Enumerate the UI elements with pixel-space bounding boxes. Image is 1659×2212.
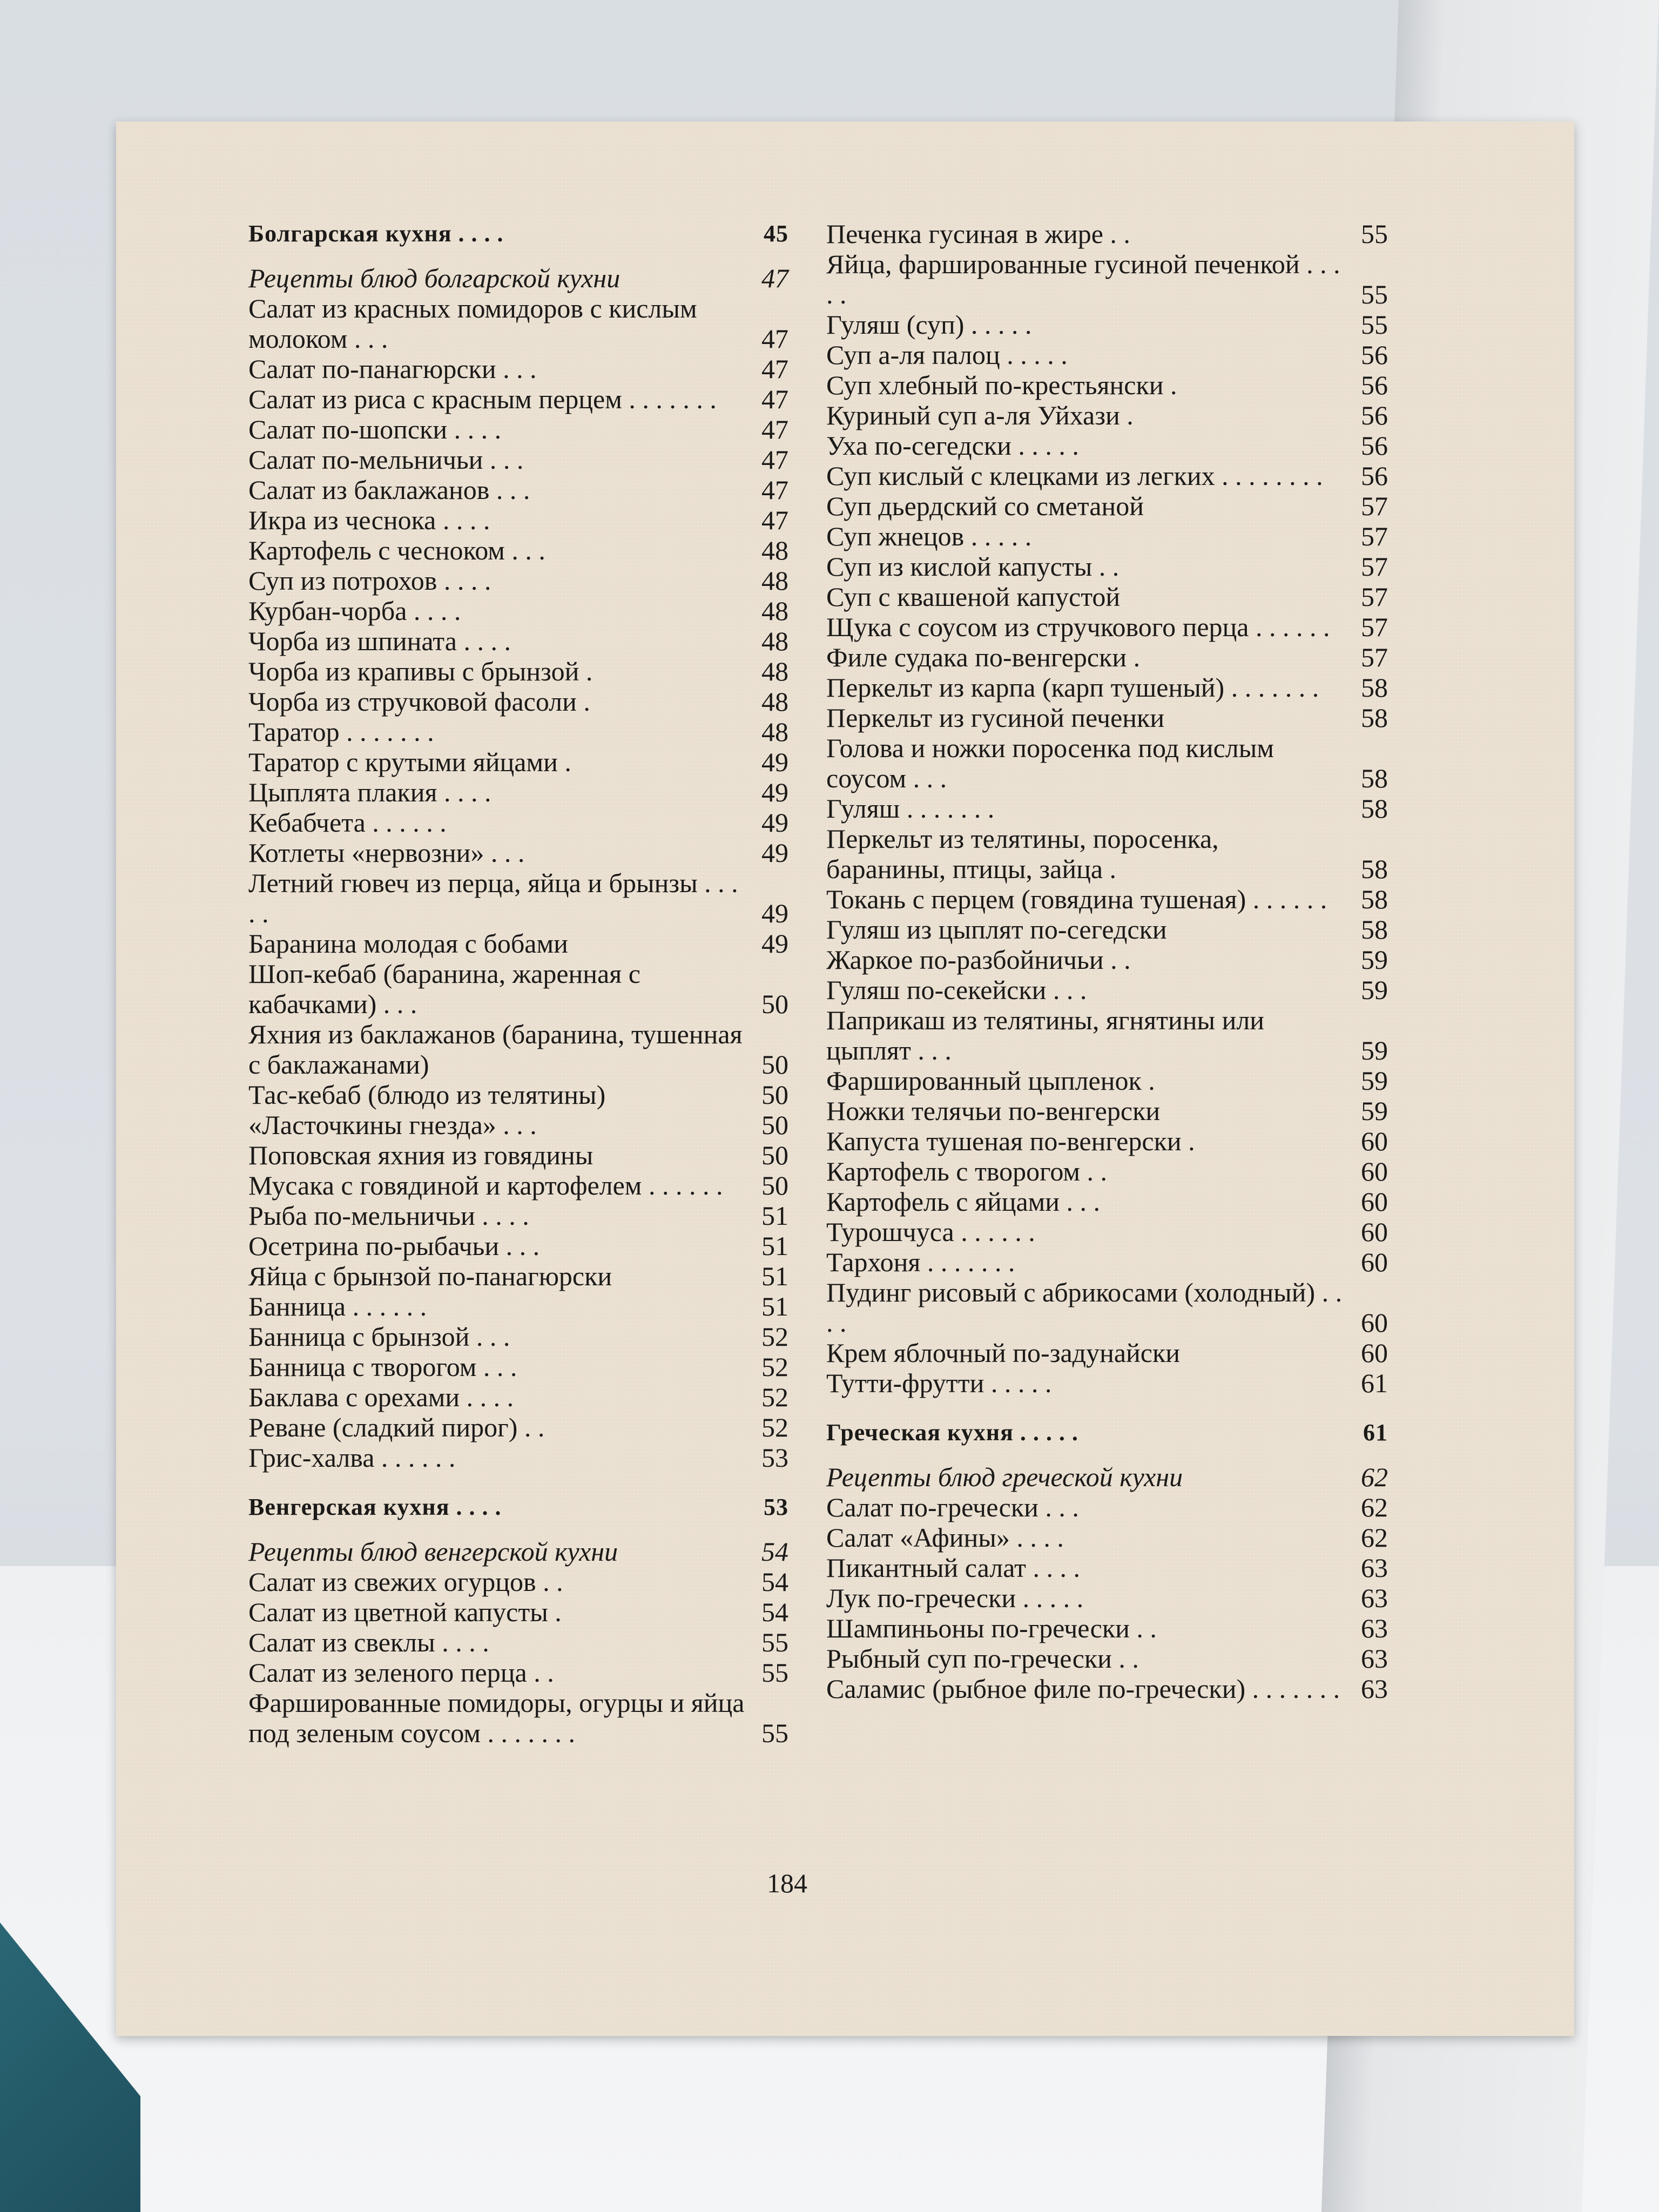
toc-entry-title: Гуляш (суп) . . . . . [826,309,1032,340]
toc-entry-title: Фаршированный цыпленок . [826,1065,1155,1096]
toc-entry [826,672,1388,703]
toc-entry-page: 48 [761,626,788,656]
toc-section-heading [248,219,788,249]
toc-entry-title: Суп из потрохов . . . . [248,565,491,596]
toc-entry-title: Паприкаш из телятины, ягнятины или цыплят . . . [826,1005,1265,1065]
toc-entry-title: Салат из риса с красным перцем . . . . . . . [248,384,717,414]
toc-entry-page: 51 [761,1291,788,1321]
toc-entry-title: Суп жнецов . . . . . [826,521,1032,551]
toc-entry-title: Печенка гусиная в жире . . [826,219,1130,249]
toc-entry-title: Саламис (рыбное филе по-гречески) . . . . . . . [826,1674,1340,1704]
toc-entry [248,293,788,354]
toc-entry-page: 58 [1361,703,1388,733]
toc-entry-page: 63 [1361,1613,1388,1643]
toc-entry-title: Осетрина по-рыбачьи . . . [248,1231,540,1261]
toc-entry-page: 58 [1361,914,1388,945]
toc-entry [826,1643,1388,1674]
toc-entry-title: Рецепты блюд греческой кухни [826,1462,1183,1492]
toc-entry-title: Суп с квашеной капустой [826,582,1121,612]
toc-entry-page: 57 [1361,551,1388,582]
toc-entry-page: 51 [761,1231,788,1261]
toc-entry [826,703,1388,733]
toc-entry-title: Банница с брынзой . . . [248,1321,510,1352]
toc-entry [248,747,788,777]
toc-entry [248,1170,788,1201]
toc-entry [248,1080,788,1110]
toc-entry [248,384,788,414]
toc-entry [826,1217,1388,1247]
toc-entry-page: 58 [1361,763,1388,793]
toc-entry-title: Салат по-мельничьи . . . [248,444,524,475]
toc-entry-page: 63 [1361,1643,1388,1674]
toc-entry-page: 59 [1361,1035,1388,1065]
toc-entry-page: 52 [761,1321,788,1352]
toc-subsection-heading [248,1536,788,1567]
toc-entry [248,626,788,656]
toc-entry [248,354,788,384]
toc-entry-title: Гуляш из цыплят по-сегедски [826,914,1167,945]
toc-entry-page: 54 [761,1597,788,1627]
toc-entry-title: Таратор . . . . . . . [248,717,434,747]
toc-entry [826,642,1388,672]
toc-entry-title: Мусака с говядиной и картофелем . . . . . . [248,1170,723,1201]
toc-entry [248,1442,788,1473]
toc-entry [826,733,1388,793]
toc-entry-title: Салат из красных помидоров с кислым молоком . . . [248,293,697,354]
toc-entry [826,461,1388,491]
toc-entry-title: Гуляш по-секейски . . . [826,975,1087,1005]
toc-entry-page: 55 [1361,279,1388,309]
toc-entry-page: 59 [1361,945,1388,975]
toc-entry [826,1553,1388,1583]
toc-entry-page: 61 [1363,1419,1388,1446]
toc-entry-page: 62 [1361,1492,1388,1522]
toc-entry [248,1352,788,1382]
toc-entry-page: 50 [761,1049,788,1080]
toc-entry-title: Фаршированные помидоры, огурцы и яйца под зеленым соусом . . . . . . . [248,1688,745,1748]
toc-entry-page: 61 [1361,1368,1388,1398]
toc-entry [248,1688,788,1748]
toc-entry-title: Перкельт из карпа (карп тушеный) . . . . . . . [826,672,1319,703]
toc-entry-page: 58 [1361,854,1388,884]
toc-entry-title: Уха по-сегедски . . . . . [826,430,1079,461]
toc-entry-title: Шоп-кебаб (баранина, жаренная с кабачками) . . . [248,959,640,1019]
toc-entry [248,565,788,596]
toc-entry-title: Чорба из стручковой фасоли . [248,686,590,717]
toc-entry [826,430,1388,461]
toc-entry-title: Реване (сладкий пирог) . . [248,1412,545,1442]
toc-entry [248,444,788,475]
toc-entry-page: 50 [761,1170,788,1201]
page-number: 184 [767,1868,807,1898]
toc-entry-page: 59 [1361,1096,1388,1126]
toc-entry [826,612,1388,642]
toc-entry-title: Тархоня . . . . . . . [826,1247,1015,1277]
toc-entry [248,1261,788,1291]
toc-entry-page: 50 [761,1110,788,1140]
toc-entry-title: Болгарская кухня . . . . [248,220,504,247]
toc-entry [248,1201,788,1231]
toc-entry-title: Салат из свеклы . . . . [248,1627,489,1657]
toc-entry-title: Салат «Афины» . . . . [826,1522,1064,1553]
toc-entry-page: 50 [761,1080,788,1110]
toc-entry [826,551,1388,582]
toc-entry-title: Лук по-гречески . . . . . [826,1583,1084,1613]
toc-section-heading [248,1492,788,1522]
toc-entry [826,370,1388,400]
toc-entry-page: 60 [1361,1126,1388,1156]
toc-entry [248,1231,788,1261]
toc-entry-page: 58 [1361,793,1388,824]
toc-entry [248,414,788,444]
toc-entry-title: Котлеты «нервозни» . . . [248,838,525,868]
toc-entry-title: Филе судака по-венгерски . [826,642,1141,672]
toc-entry-page: 48 [761,656,788,686]
toc-entry [248,1597,788,1627]
toc-entry-page: 48 [761,686,788,717]
toc-entry-title: Летний гювеч из перца, яйца и брынзы . . . . . [248,868,738,928]
toc-entry-title: Гуляш . . . . . . . [826,793,995,824]
toc-entry-title: Токань с перцем (говядина тушеная) . . . . . . [826,884,1327,914]
toc-entry-page: 48 [761,565,788,596]
toc-entry-page: 57 [1361,642,1388,672]
toc-entry-title: Чорба из шпината . . . . [248,626,511,656]
toc-entry [248,1627,788,1657]
toc-entry-title: Салат из цветной капусты . [248,1597,562,1627]
toc-entry-title: Салат из баклажанов . . . [248,475,530,505]
toc-entry-page: 47 [761,505,788,535]
toc-entry [826,1186,1388,1217]
toc-entry-title: Жаркое по-разбойничьи . . [826,945,1131,975]
toc-entry-title: Перкельт из гусиной печенки [826,703,1165,733]
toc-entry [826,1583,1388,1613]
toc-entry-page: 52 [761,1382,788,1412]
toc-entry-page: 52 [761,1412,788,1442]
toc-entry [826,1096,1388,1126]
toc-entry [248,777,788,807]
toc-entry-title: Яхния из баклажанов (баранина, тушенная с баклажанами) [248,1019,743,1080]
toc-entry-page: 49 [761,777,788,807]
toc-entry [826,1613,1388,1643]
toc-entry-title: Голова и ножки поросенка под кислым соусом . . . [826,733,1274,793]
toc-entry-page: 49 [761,807,788,838]
toc-entry-title: Салат по-панагюрски . . . [248,354,537,384]
toc-entry-title: Капуста тушеная по-венгерски . [826,1126,1195,1156]
toc-entry [248,1019,788,1080]
toc-entry [248,717,788,747]
toc-entry-page: 50 [761,989,788,1019]
toc-entry-title: Банница с творогом . . . [248,1352,517,1382]
toc-entry-page: 47 [761,444,788,475]
toc-entry-title: Рецепты блюд венгерской кухни [248,1536,618,1567]
toc-entry-title: Кебабчета . . . . . . [248,807,447,838]
toc-entry [826,1277,1388,1338]
toc-entry-title: Рыбный суп по-гречески . . [826,1643,1139,1674]
toc-entry-page: 57 [1361,521,1388,551]
toc-entry-title: Турошчуса . . . . . . [826,1217,1035,1247]
toc-entry-title: Щука с соусом из стручкового перца . . . . . . [826,612,1330,642]
toc-entry-page: 48 [761,596,788,626]
toc-entry-page: 54 [761,1536,788,1567]
toc-entry [248,596,788,626]
toc-entry-page: 55 [761,1627,788,1657]
toc-entry-page: 49 [761,928,788,959]
toc-entry [248,505,788,535]
toc-entry [826,340,1388,370]
toc-entry-page: 51 [761,1261,788,1291]
toc-entry-page: 48 [761,717,788,747]
toc-entry-page: 63 [1361,1583,1388,1613]
toc-entry [248,868,788,928]
toc-entry-page: 53 [761,1442,788,1473]
toc-entry-title: Баклава с орехами . . . . [248,1382,514,1412]
toc-entry-title: Таратор с крутыми яйцами . [248,747,571,777]
toc-entry-page: 52 [761,1352,788,1382]
toc-entry-title: Тутти-фрутти . . . . . [826,1368,1052,1398]
toc-entry-page: 55 [1361,219,1388,249]
toc-entry-page: 60 [1361,1217,1388,1247]
toc-entry-title: Курбан-чорба . . . . [248,596,461,626]
toc-entry [248,1382,788,1412]
toc-right-column [826,219,1388,1704]
toc-section-heading [826,1418,1388,1448]
toc-entry-title: Суп из кислой капусты . . [826,551,1120,582]
toc-entry-title: Салат по-шопски . . . . [248,414,502,444]
toc-entry [826,1338,1388,1368]
toc-entry-title: Картофель с чесноком . . . [248,535,545,565]
toc-entry [826,1156,1388,1186]
toc-entry-page: 47 [761,323,788,354]
toc-subsection-heading [826,1462,1388,1492]
toc-entry-title: Пудинг рисовый с абрикосами (холодный) . . . . [826,1277,1343,1338]
toc-entry-page: 47 [761,263,788,293]
toc-entry-page: 56 [1361,430,1388,461]
toc-entry [826,1368,1388,1398]
toc-entry-title: Салат по-гречески . . . [826,1492,1079,1522]
toc-entry [248,1291,788,1321]
toc-entry-page: 49 [761,838,788,868]
toc-entry [826,914,1388,945]
toc-entry-page: 55 [761,1657,788,1688]
toc-entry-page: 62 [1361,1462,1388,1492]
toc-entry [248,807,788,838]
toc-entry [248,928,788,959]
toc-entry [826,1492,1388,1522]
toc-entry-page: 57 [1361,582,1388,612]
toc-entry-title: Ножки телячьи по-венгерски [826,1096,1161,1126]
toc-entry [826,793,1388,824]
toc-entry-title: Икра из чеснока . . . . [248,505,490,535]
toc-entry [826,1247,1388,1277]
toc-entry-page: 45 [764,220,788,247]
toc-entry-page: 63 [1361,1553,1388,1583]
toc-left-column [248,219,788,1748]
toc-entry [826,309,1388,340]
toc-entry [248,1412,788,1442]
toc-subsection-heading [248,263,788,293]
toc-entry-title: Салат из зеленого перца . . [248,1657,554,1688]
toc-entry-page: 58 [1361,672,1388,703]
toc-entry-title: Поповская яхния из говядины [248,1140,594,1170]
toc-entry-title: Рыба по-мельничьи . . . . [248,1201,529,1231]
toc-entry [826,975,1388,1005]
toc-entry [826,824,1388,884]
toc-entry-title: Суп а-ля палоц . . . . . [826,340,1068,370]
toc-entry [826,884,1388,914]
toc-entry-title: Крем яблочный по-задунайски [826,1338,1181,1368]
toc-entry [248,959,788,1019]
toc-entry-page: 56 [1361,370,1388,400]
toc-entry [826,491,1388,521]
toc-entry-title: Пикантный салат . . . . [826,1553,1080,1583]
toc-entry [826,219,1388,249]
toc-entry-title: Суп хлебный по-крестьянски . [826,370,1177,400]
toc-entry-page: 57 [1361,491,1388,521]
toc-entry-title: Куриный суп а-ля Уйхази . [826,400,1134,430]
toc-entry-page: 49 [761,898,788,928]
toc-entry [826,945,1388,975]
toc-entry-page: 59 [1361,1065,1388,1096]
toc-entry-title: Венгерская кухня . . . . [248,1494,502,1520]
toc-entry-page: 56 [1361,400,1388,430]
toc-entry-page: 56 [1361,340,1388,370]
toc-entry-title: Картофель с творогом . . [826,1156,1108,1186]
toc-entry [248,1321,788,1352]
toc-entry [248,475,788,505]
toc-entry-title: Рецепты блюд болгарской кухни [248,263,621,293]
toc-entry-page: 47 [761,354,788,384]
toc-entry [248,838,788,868]
toc-entry [826,582,1388,612]
toc-entry [248,656,788,686]
toc-entry-page: 60 [1361,1338,1388,1368]
toc-entry [248,1657,788,1688]
toc-entry-page: 63 [1361,1674,1388,1704]
toc-entry [826,1065,1388,1096]
toc-entry-title: Чорба из крапивы с брынзой . [248,656,593,686]
toc-entry [826,249,1388,309]
toc-entry-page: 60 [1361,1247,1388,1277]
toc-entry-title: Греческая кухня . . . . . [826,1419,1078,1446]
toc-entry-page: 55 [761,1718,788,1748]
toc-entry-page: 47 [761,414,788,444]
toc-entry-title: Суп дьердский со сметаной [826,491,1144,521]
toc-entry-title: «Ласточкины гнезда» . . . [248,1110,537,1140]
toc-entry [826,521,1388,551]
toc-entry-title: Баранина молодая с бобами [248,928,568,959]
toc-entry-title: Яйца, фаршированные гусиной печенкой . . . . . [826,249,1340,309]
toc-entry [826,1005,1388,1065]
toc-entry-page: 55 [1361,309,1388,340]
toc-entry-page: 62 [1361,1522,1388,1553]
toc-entry-page: 60 [1361,1307,1388,1338]
toc-entry-page: 47 [761,475,788,505]
toc-entry-page: 47 [761,384,788,414]
toc-entry-page: 54 [761,1567,788,1597]
toc-entry [248,1140,788,1170]
toc-entry [826,1126,1388,1156]
toc-entry [248,1110,788,1140]
toc-entry-title: Перкельт из телятины, поросенка, баранины, птицы, зайца . [826,824,1219,884]
toc-entry-page: 56 [1361,461,1388,491]
toc-entry-page: 48 [761,535,788,565]
toc-entry [826,1522,1388,1553]
toc-entry-page: 53 [764,1494,788,1520]
toc-entry [248,535,788,565]
toc-entry [248,1567,788,1597]
toc-entry-page: 59 [1361,975,1388,1005]
toc-entry-page: 49 [761,747,788,777]
toc-entry-page: 60 [1361,1156,1388,1186]
toc-entry-page: 51 [761,1201,788,1231]
toc-entry-page: 57 [1361,612,1388,642]
toc-entry [248,686,788,717]
toc-entry-page: 60 [1361,1186,1388,1217]
toc-entry-title: Яйца с брынзой по-панагюрски [248,1261,612,1291]
toc-entry-page: 50 [761,1140,788,1170]
toc-entry-title: Цыплята плакия . . . . [248,777,491,807]
toc-entry [826,400,1388,430]
toc-entry-title: Шампиньоны по-гречески . . [826,1613,1157,1643]
toc-entry [826,1674,1388,1704]
toc-entry-page: 58 [1361,884,1388,914]
toc-entry-title: Суп кислый с клецками из легких . . . . . . . . [826,461,1323,491]
toc-entry-title: Картофель с яйцами . . . [826,1186,1101,1217]
toc-entry-title: Салат из свежих огурцов . . [248,1567,563,1597]
toc-entry-title: Банница . . . . . . [248,1291,427,1321]
toc-entry-title: Грис-халва . . . . . . [248,1442,456,1473]
toc-entry-title: Тас-кебаб (блюдо из телятины) [248,1080,606,1110]
